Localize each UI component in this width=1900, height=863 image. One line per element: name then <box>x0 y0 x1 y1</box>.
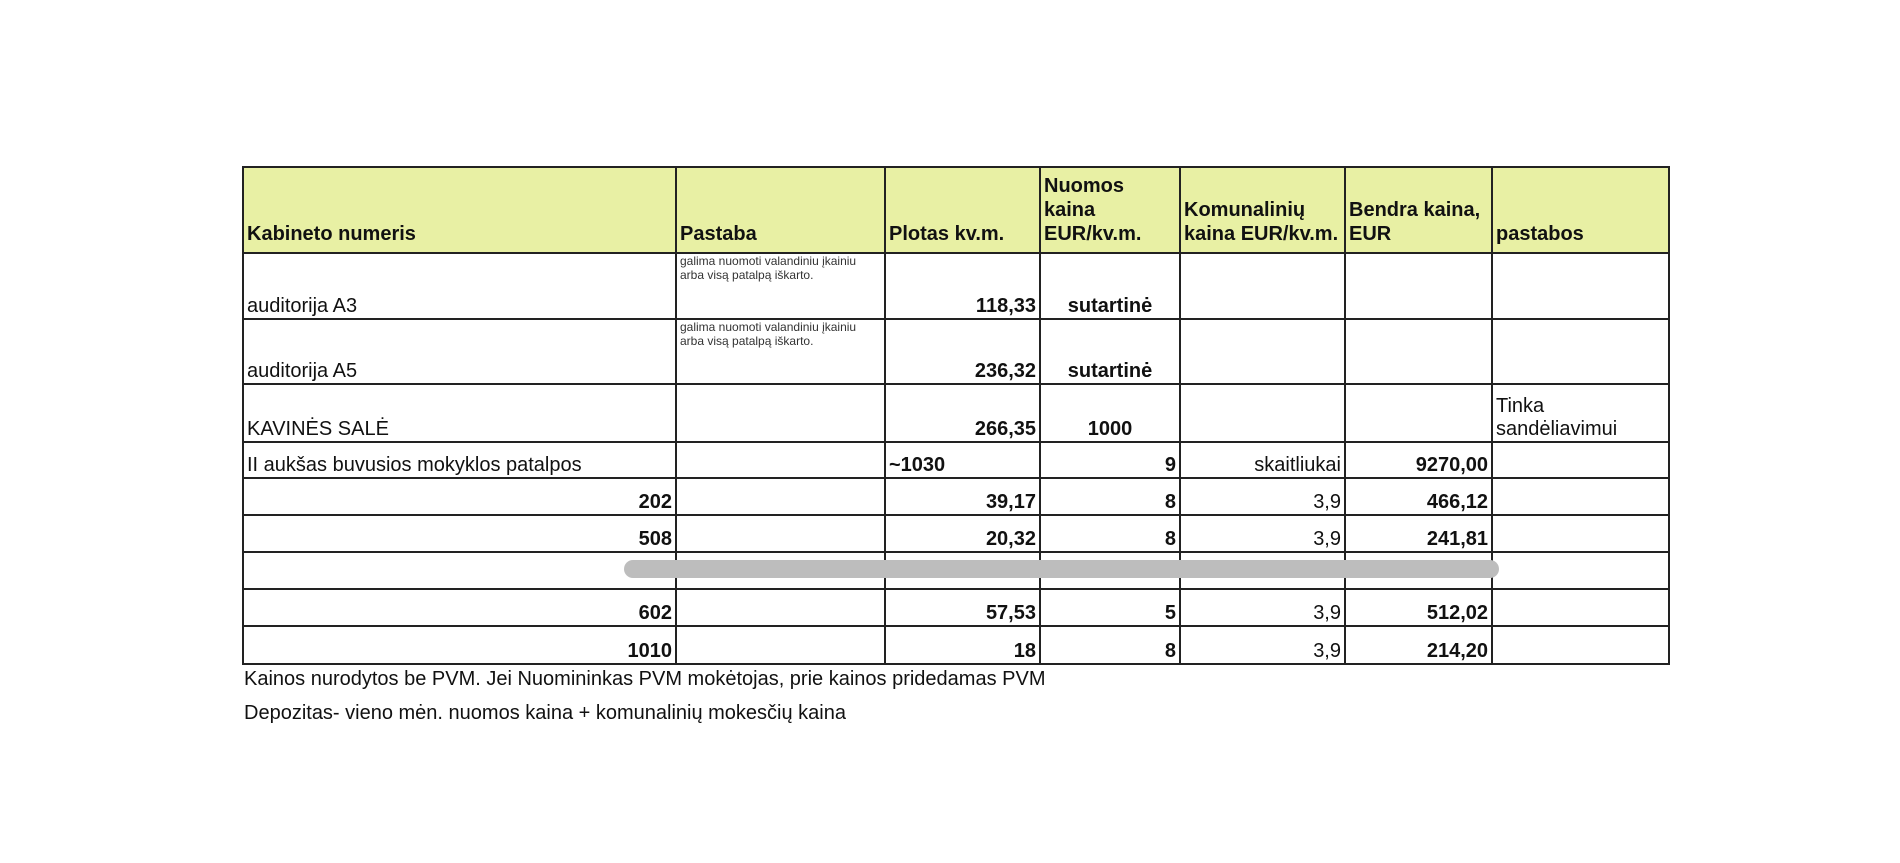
table-cell: Tinka sandėliavimui <box>1492 384 1669 442</box>
table-cell: 9 <box>1040 442 1180 478</box>
table-row <box>243 253 1669 319</box>
table-cell: 8 <box>1040 478 1180 515</box>
table-cell <box>1492 515 1669 552</box>
table-cell <box>676 515 885 552</box>
table-cell: sutartinė <box>1040 319 1180 384</box>
table-cell <box>1345 384 1492 442</box>
table-row <box>243 589 1669 626</box>
table-cell <box>1492 478 1669 515</box>
column-header: Kabineto numeris <box>243 167 676 253</box>
table-cell: 512,02 <box>1345 589 1492 626</box>
table-cell <box>1492 253 1669 319</box>
table-cell: 20,32 <box>885 515 1040 552</box>
column-header: Pastaba <box>676 167 885 253</box>
table-cell <box>1180 319 1345 384</box>
table-cell: galima nuomoti valandiniu įkainiu arba visą patalpą iškarto. <box>676 253 885 319</box>
table-cell <box>243 552 676 589</box>
table-cell: 3,9 <box>1180 478 1345 515</box>
table-cell: KAVINĖS SALĖ <box>243 384 676 442</box>
table-cell <box>1345 253 1492 319</box>
table-cell: 236,32 <box>885 319 1040 384</box>
table-cell <box>1345 319 1492 384</box>
table-cell <box>676 626 885 664</box>
table-cell: 266,35 <box>885 384 1040 442</box>
table-cell <box>1492 552 1669 589</box>
rental-price-table <box>242 166 1670 665</box>
table-cell: 1000 <box>1040 384 1180 442</box>
table-cell: 57,53 <box>885 589 1040 626</box>
table-cell: II aukšas buvusios mokyklos patalpos <box>243 442 676 478</box>
column-header: Bendra kaina, EUR <box>1345 167 1492 253</box>
table-cell: 18 <box>885 626 1040 664</box>
column-header: Plotas kv.m. <box>885 167 1040 253</box>
table-cell: 1010 <box>243 626 676 664</box>
table-cell <box>676 442 885 478</box>
table-cell: 3,9 <box>1180 589 1345 626</box>
column-header: Nuomos kaina EUR/kv.m. <box>1040 167 1180 253</box>
table-cell: ~1030 <box>885 442 1040 478</box>
table-cell: 9270,00 <box>1345 442 1492 478</box>
table-cell: 466,12 <box>1345 478 1492 515</box>
table-cell: sutartinė <box>1040 253 1180 319</box>
table-row <box>243 478 1669 515</box>
redaction-bar <box>624 560 1499 578</box>
table-cell: 3,9 <box>1180 515 1345 552</box>
table-cell <box>1492 589 1669 626</box>
table-cell: 39,17 <box>885 478 1040 515</box>
table-cell <box>1180 384 1345 442</box>
table-cell <box>1492 319 1669 384</box>
table-cell: auditorija A5 <box>243 319 676 384</box>
table-cell: 202 <box>243 478 676 515</box>
table-cell: 508 <box>243 515 676 552</box>
column-header: Komunalinių kaina EUR/kv.m. <box>1180 167 1345 253</box>
footnote-deposit: Depozitas- vieno mėn. nuomos kaina + komunalinių mokesčių kaina <box>244 702 846 724</box>
table-cell: 5 <box>1040 589 1180 626</box>
table-row <box>243 515 1669 552</box>
table-cell: skaitliukai <box>1180 442 1345 478</box>
column-header: pastabos <box>1492 167 1669 253</box>
table-cell: auditorija A3 <box>243 253 676 319</box>
table-cell: 3,9 <box>1180 626 1345 664</box>
footnote-vat: Kainos nurodytos be PVM. Jei Nuomininkas PVM mokėtojas, prie kainos pridedamas PVM <box>244 668 1046 690</box>
table-cell: 8 <box>1040 626 1180 664</box>
table-cell: 214,20 <box>1345 626 1492 664</box>
table-cell: 8 <box>1040 515 1180 552</box>
table-cell <box>676 478 885 515</box>
table-row <box>243 442 1669 478</box>
table-cell <box>1492 442 1669 478</box>
table-cell: galima nuomoti valandiniu įkainiu arba visą patalpą iškarto. <box>676 319 885 384</box>
table-row <box>243 384 1669 442</box>
table-cell <box>676 589 885 626</box>
table-cell <box>676 384 885 442</box>
table-cell: 241,81 <box>1345 515 1492 552</box>
table-cell: 602 <box>243 589 676 626</box>
table-row <box>243 319 1669 384</box>
table-row <box>243 626 1669 664</box>
table-cell <box>1180 253 1345 319</box>
table-cell <box>1492 626 1669 664</box>
table-cell: 118,33 <box>885 253 1040 319</box>
